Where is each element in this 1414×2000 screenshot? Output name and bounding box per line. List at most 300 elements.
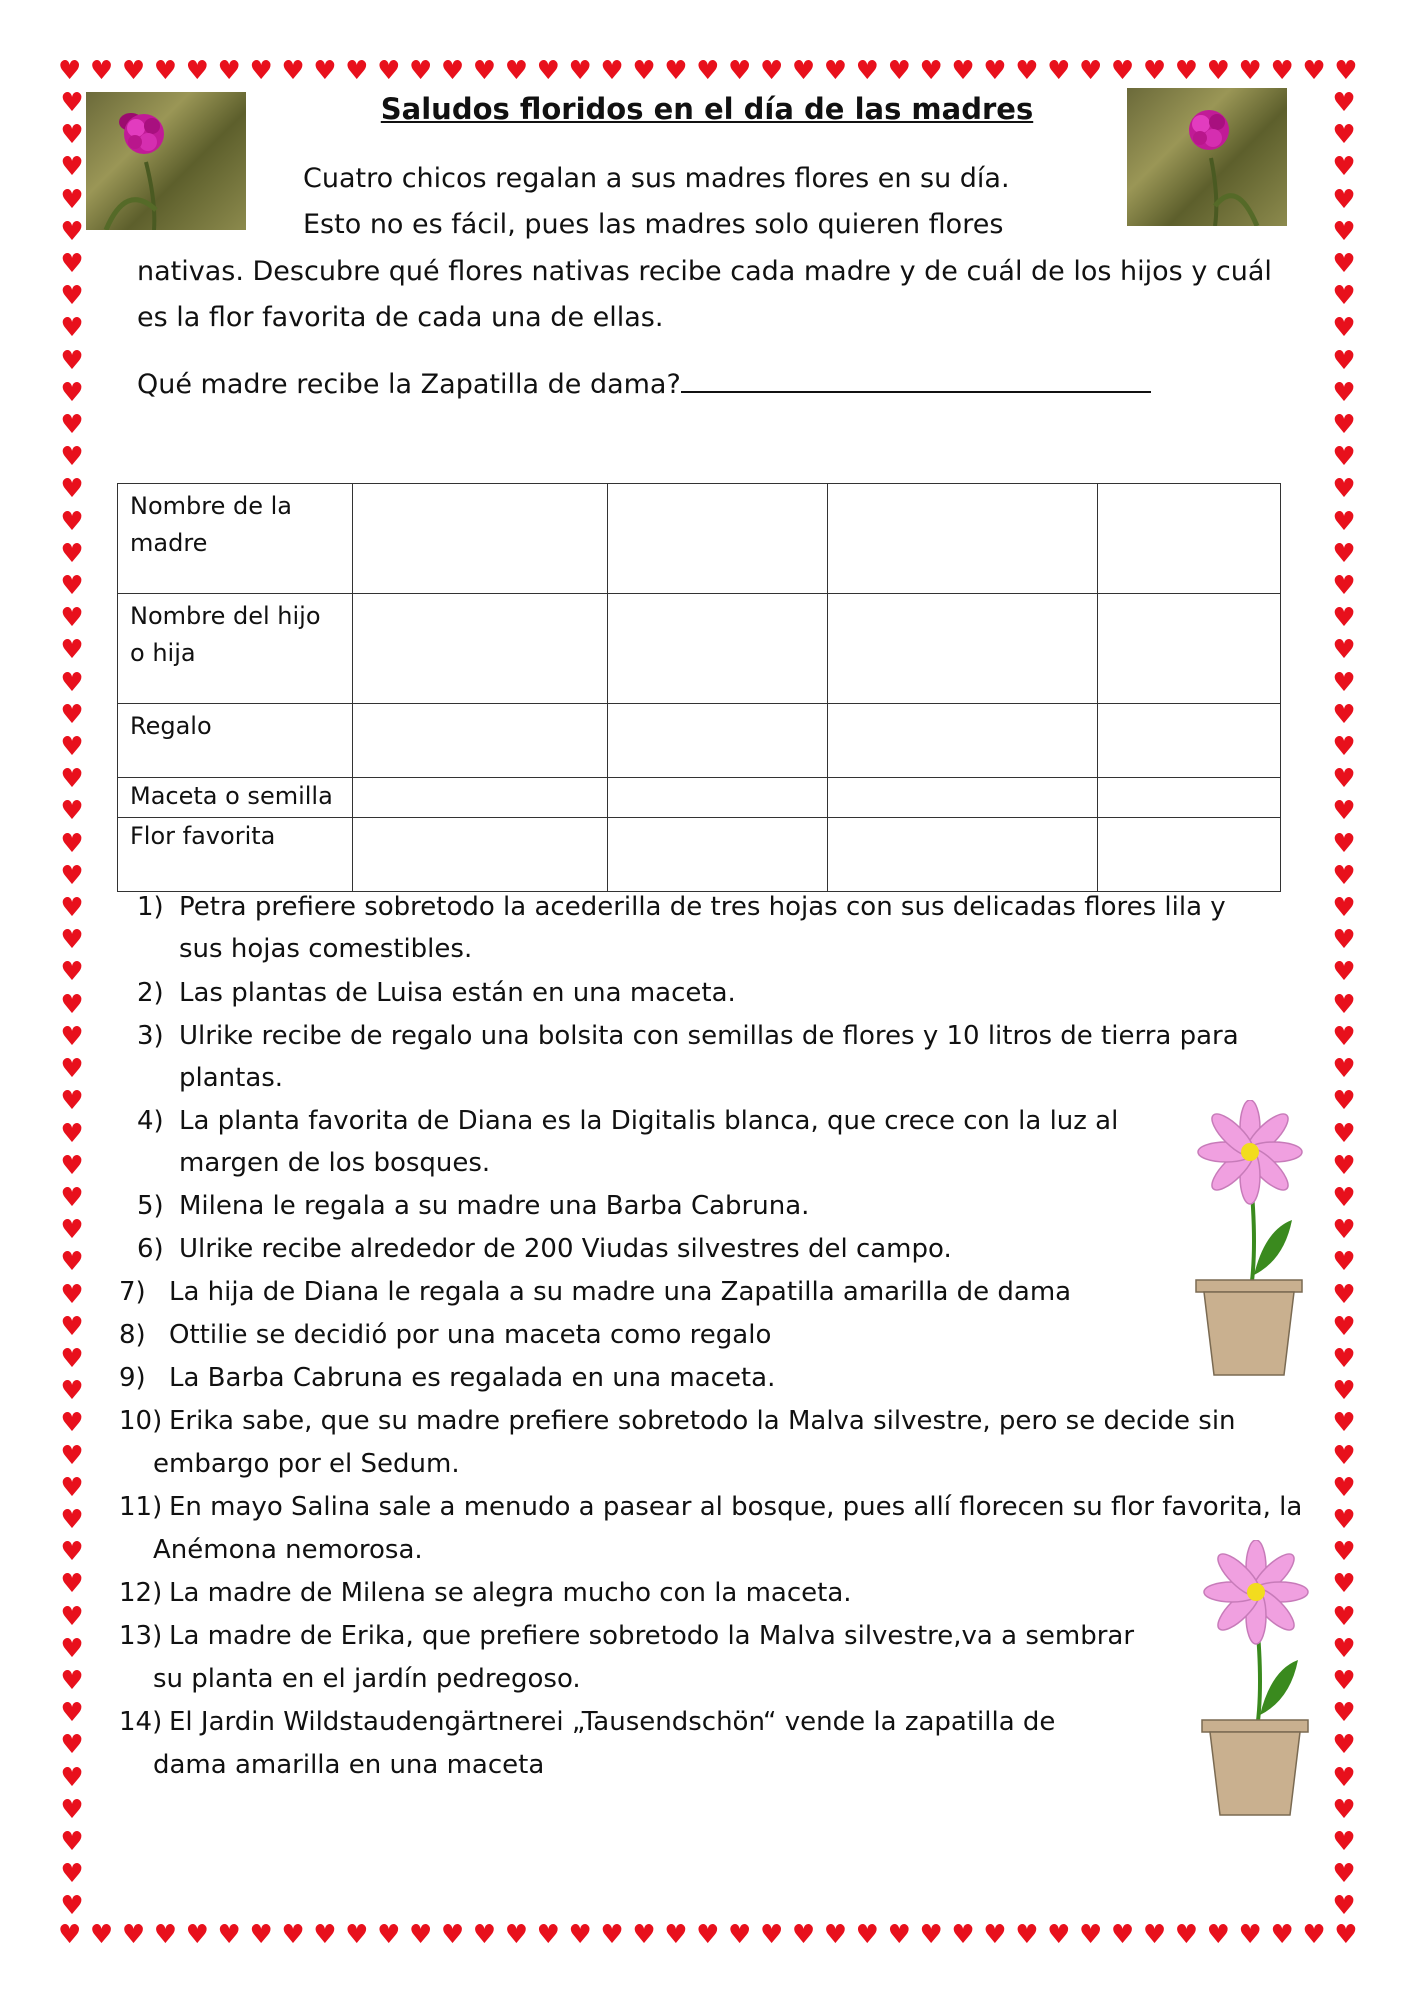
intro-line-1: Cuatro chicos regalan a sus madres flores en su día. bbox=[303, 163, 1010, 194]
heart-icon: ♥ bbox=[1206, 1920, 1230, 1950]
heart-icon: ♥ bbox=[313, 56, 337, 86]
list-item bbox=[119, 1277, 1071, 1307]
heart-icon: ♥ bbox=[1334, 56, 1358, 86]
heart-icon: ♥ bbox=[60, 377, 84, 408]
table-cell[interactable] bbox=[828, 594, 1098, 704]
heart-icon: ♥ bbox=[281, 56, 305, 86]
clue-number: 5) bbox=[137, 1191, 164, 1221]
heart-icon: ♥ bbox=[504, 1920, 528, 1950]
heart-icon: ♥ bbox=[1332, 1537, 1356, 1568]
heart-icon: ♥ bbox=[1332, 925, 1356, 956]
clue-text: Ottilie se decidió por una maceta como regalo bbox=[169, 1320, 772, 1350]
clue-text: Las plantas de Luisa están en una maceta. bbox=[179, 978, 736, 1008]
heart-icon: ♥ bbox=[1332, 506, 1356, 537]
heart-icon: ♥ bbox=[983, 1920, 1007, 1950]
heart-icon: ♥ bbox=[60, 1537, 84, 1568]
heart-icon: ♥ bbox=[60, 1408, 84, 1439]
list-item bbox=[137, 1191, 809, 1221]
heart-icon: ♥ bbox=[664, 56, 688, 86]
clue-text: La madre de Milena se alegra mucho con la maceta. bbox=[169, 1578, 852, 1608]
heart-icon: ♥ bbox=[855, 1920, 879, 1950]
heart-icon: ♥ bbox=[408, 1920, 433, 1950]
heart-icon: ♥ bbox=[60, 1086, 84, 1117]
heart-icon: ♥ bbox=[1332, 1698, 1356, 1729]
table-cell[interactable] bbox=[1098, 778, 1281, 818]
heart-icon: ♥ bbox=[1238, 1920, 1262, 1950]
heart-icon: ♥ bbox=[1047, 56, 1071, 86]
heart-icon: ♥ bbox=[60, 1311, 84, 1342]
heart-icon: ♥ bbox=[60, 893, 84, 924]
heart-icon: ♥ bbox=[60, 1826, 84, 1857]
heart-icon: ♥ bbox=[472, 1920, 497, 1950]
clue-text: Petra prefiere sobretodo la acederilla de tres hojas con sus delicadas flores lila y bbox=[179, 892, 1226, 922]
clue-number: 9) bbox=[119, 1363, 146, 1393]
heart-icon: ♥ bbox=[60, 1054, 84, 1085]
clue-text: Milena le regala a su madre una Barba Cabruna. bbox=[179, 1191, 810, 1221]
heart-icon: ♥ bbox=[60, 571, 84, 602]
heart-icon: ♥ bbox=[60, 410, 84, 441]
table-cell[interactable] bbox=[1098, 818, 1281, 892]
heart-icon: ♥ bbox=[1332, 1472, 1356, 1503]
heart-icon: ♥ bbox=[185, 1920, 209, 1950]
heart-icon: ♥ bbox=[60, 88, 84, 118]
clue-number: 13) bbox=[119, 1621, 163, 1651]
list-item bbox=[119, 1406, 1236, 1436]
table-row bbox=[118, 704, 1281, 778]
clue-number: 6) bbox=[137, 1234, 164, 1264]
flower-pot-icon bbox=[1186, 1540, 1326, 1820]
heart-icon: ♥ bbox=[1206, 56, 1230, 86]
flower-pot-icon bbox=[1180, 1100, 1320, 1380]
clue-text: margen de los bosques. bbox=[179, 1148, 491, 1178]
heart-icon: ♥ bbox=[60, 1279, 84, 1310]
heart-icon: ♥ bbox=[1079, 56, 1103, 86]
heart-icon: ♥ bbox=[60, 1215, 84, 1246]
heart-icon: ♥ bbox=[536, 1920, 560, 1950]
heart-icon: ♥ bbox=[1332, 281, 1356, 312]
heart-icon: ♥ bbox=[1332, 1440, 1356, 1471]
table-row bbox=[118, 818, 1281, 892]
heart-icon: ♥ bbox=[951, 1920, 975, 1950]
list-item bbox=[137, 1234, 952, 1264]
heart-icon: ♥ bbox=[1332, 1408, 1356, 1439]
heart-icon: ♥ bbox=[728, 56, 752, 86]
heart-icon: ♥ bbox=[60, 732, 84, 763]
table-cell[interactable] bbox=[1098, 484, 1281, 594]
heart-icon: ♥ bbox=[664, 1920, 688, 1950]
clue-number: 1) bbox=[137, 892, 164, 922]
heart-icon: ♥ bbox=[759, 1920, 784, 1950]
heart-icon: ♥ bbox=[1334, 1920, 1358, 1950]
heart-icon: ♥ bbox=[1332, 249, 1356, 280]
row-label: Regalo bbox=[118, 704, 353, 778]
heart-icon: ♥ bbox=[919, 1920, 943, 1950]
heart-icon: ♥ bbox=[60, 796, 84, 827]
heart-icon: ♥ bbox=[1270, 56, 1294, 86]
heart-icon: ♥ bbox=[1238, 56, 1262, 86]
heart-icon: ♥ bbox=[60, 1730, 84, 1761]
heart-icon: ♥ bbox=[60, 1247, 84, 1278]
heart-icon: ♥ bbox=[1332, 1376, 1356, 1407]
clue-text: La planta favorita de Diana es la Digitalis blanca, que crece con la luz al bbox=[179, 1106, 1119, 1136]
list-item bbox=[153, 1449, 460, 1479]
table-cell[interactable] bbox=[608, 704, 828, 778]
table-cell[interactable] bbox=[1098, 594, 1281, 704]
table-cell[interactable] bbox=[608, 594, 828, 704]
heart-icon: ♥ bbox=[60, 1633, 84, 1664]
table-cell[interactable] bbox=[353, 778, 608, 818]
list-item bbox=[137, 1021, 1239, 1051]
row-label-text: madre bbox=[130, 529, 208, 557]
heart-icon: ♥ bbox=[217, 56, 241, 86]
heart-icon: ♥ bbox=[1174, 56, 1199, 86]
heart-icon: ♥ bbox=[1332, 377, 1356, 408]
heart-icon: ♥ bbox=[60, 152, 84, 183]
heart-icon: ♥ bbox=[1332, 1665, 1356, 1696]
clue-number: 2) bbox=[137, 978, 164, 1008]
heart-icon: ♥ bbox=[408, 56, 433, 86]
list-item bbox=[137, 978, 736, 1008]
table-cell[interactable] bbox=[608, 818, 828, 892]
heart-icon: ♥ bbox=[1332, 474, 1356, 505]
heart-icon: ♥ bbox=[472, 56, 497, 86]
heart-icon: ♥ bbox=[60, 603, 84, 634]
heart-icon: ♥ bbox=[60, 925, 84, 956]
heart-icon: ♥ bbox=[60, 184, 84, 215]
clue-text: En mayo Salina sale a menudo a pasear al bosque, pues allí florecen su flor favorita, la bbox=[169, 1492, 1303, 1522]
heart-icon: ♥ bbox=[1332, 1279, 1356, 1310]
heart-icon: ♥ bbox=[153, 56, 178, 86]
clue-text: Erika sabe, que su madre prefiere sobretodo la Malva silvestre, pero se decide sin bbox=[169, 1406, 1236, 1436]
heart-icon: ♥ bbox=[60, 1794, 84, 1825]
heart-icon: ♥ bbox=[60, 1859, 84, 1890]
heart-icon: ♥ bbox=[1332, 1182, 1356, 1213]
heart-icon: ♥ bbox=[345, 56, 369, 86]
answer-line[interactable] bbox=[681, 365, 1151, 393]
list-item bbox=[179, 934, 472, 964]
heart-icon: ♥ bbox=[1142, 1920, 1167, 1950]
heart-icon: ♥ bbox=[1332, 1247, 1356, 1278]
heart-icon: ♥ bbox=[60, 957, 84, 988]
heart-icon: ♥ bbox=[1332, 1569, 1356, 1600]
heart-icon: ♥ bbox=[1332, 1150, 1356, 1181]
table-row bbox=[118, 484, 1281, 594]
heart-icon: ♥ bbox=[1332, 1826, 1356, 1857]
list-item bbox=[137, 1106, 1118, 1136]
heart-icon: ♥ bbox=[791, 56, 816, 86]
heart-icon: ♥ bbox=[1332, 635, 1356, 666]
heart-icon: ♥ bbox=[1302, 1920, 1326, 1950]
heart-icon: ♥ bbox=[1174, 1920, 1199, 1950]
list-item bbox=[179, 1063, 283, 1093]
list-item bbox=[119, 1363, 775, 1393]
heart-icon: ♥ bbox=[1332, 152, 1356, 183]
heart-icon: ♥ bbox=[1332, 538, 1356, 569]
heart-icon: ♥ bbox=[60, 1343, 84, 1374]
clue-number: 11) bbox=[119, 1492, 163, 1522]
heart-icon: ♥ bbox=[1142, 56, 1167, 86]
heart-icon: ♥ bbox=[1332, 442, 1356, 473]
heart-icon: ♥ bbox=[1047, 1920, 1071, 1950]
heart-icon: ♥ bbox=[1332, 1891, 1356, 1922]
table-cell[interactable] bbox=[353, 818, 608, 892]
heart-icon: ♥ bbox=[1332, 603, 1356, 634]
heart-icon: ♥ bbox=[1015, 1920, 1039, 1950]
heart-icon: ♥ bbox=[89, 56, 114, 86]
clue-text: Ulrike recibe alrededor de 200 Viudas silvestres del campo. bbox=[179, 1234, 952, 1264]
heart-icon: ♥ bbox=[1332, 1086, 1356, 1117]
heart-icon: ♥ bbox=[60, 474, 84, 505]
heart-icon: ♥ bbox=[60, 1472, 84, 1503]
row-label-text: o hija bbox=[130, 639, 196, 667]
heart-icon: ♥ bbox=[1332, 345, 1356, 376]
page-title: Saludos floridos en el día de las madres bbox=[380, 92, 1034, 126]
heart-icon: ♥ bbox=[1332, 860, 1356, 891]
heart-icon: ♥ bbox=[1332, 216, 1356, 247]
question bbox=[137, 365, 1151, 400]
heart-icon: ♥ bbox=[1332, 796, 1356, 827]
list-item bbox=[119, 1578, 852, 1608]
heart-icon: ♥ bbox=[60, 989, 84, 1020]
list-item bbox=[153, 1750, 544, 1780]
heart-icon: ♥ bbox=[1332, 893, 1356, 924]
heart-icon: ♥ bbox=[60, 1182, 84, 1213]
list-item bbox=[119, 1492, 1302, 1522]
heart-icon: ♥ bbox=[1332, 732, 1356, 763]
heart-icon: ♥ bbox=[313, 1920, 337, 1950]
list-item bbox=[119, 1320, 771, 1350]
heart-icon: ♥ bbox=[60, 538, 84, 569]
list-item bbox=[179, 1148, 490, 1178]
heart-icon: ♥ bbox=[440, 1920, 465, 1950]
heart-icon: ♥ bbox=[759, 56, 784, 86]
heart-icon: ♥ bbox=[217, 1920, 241, 1950]
clue-text: La hija de Diana le regala a su madre una Zapatilla amarilla de dama bbox=[169, 1277, 1072, 1307]
heart-icon: ♥ bbox=[887, 56, 911, 86]
heart-border-left bbox=[58, 90, 86, 1920]
table-cell[interactable] bbox=[828, 818, 1098, 892]
heart-icon: ♥ bbox=[440, 56, 465, 86]
heart-icon: ♥ bbox=[1332, 1859, 1356, 1890]
heart-icon: ♥ bbox=[983, 56, 1007, 86]
heart-icon: ♥ bbox=[951, 56, 975, 86]
heart-icon: ♥ bbox=[60, 1118, 84, 1149]
heart-icon: ♥ bbox=[60, 313, 84, 344]
heart-icon: ♥ bbox=[1110, 56, 1135, 86]
heart-icon: ♥ bbox=[1332, 764, 1356, 795]
clue-text: Anémona nemorosa. bbox=[153, 1535, 423, 1565]
clue-number: 3) bbox=[137, 1021, 164, 1051]
heart-icon: ♥ bbox=[60, 667, 84, 698]
table-cell[interactable] bbox=[1098, 704, 1281, 778]
table-cell[interactable] bbox=[608, 484, 828, 594]
heart-icon: ♥ bbox=[89, 1920, 114, 1950]
clue-number: 10) bbox=[119, 1406, 163, 1436]
list-item bbox=[153, 1535, 423, 1565]
heart-icon: ♥ bbox=[823, 1920, 848, 1950]
heart-icon: ♥ bbox=[60, 1601, 84, 1632]
heart-icon: ♥ bbox=[1332, 957, 1356, 988]
heart-icon: ♥ bbox=[60, 442, 84, 473]
heart-icon: ♥ bbox=[1332, 313, 1356, 344]
intro-line-2: Esto no es fácil, pues las madres solo quieren flores bbox=[303, 209, 1004, 240]
table-cell[interactable] bbox=[828, 484, 1098, 594]
heart-icon: ♥ bbox=[60, 1021, 84, 1052]
clue-number: 14) bbox=[119, 1707, 163, 1737]
heart-icon: ♥ bbox=[345, 1920, 369, 1950]
heart-icon: ♥ bbox=[919, 56, 943, 86]
heart-icon: ♥ bbox=[60, 120, 84, 151]
list-item bbox=[119, 1707, 1055, 1737]
heart-icon: ♥ bbox=[1332, 1215, 1356, 1246]
heart-icon: ♥ bbox=[632, 1920, 656, 1950]
list-item bbox=[137, 892, 1226, 922]
heart-icon: ♥ bbox=[696, 56, 720, 86]
table-cell[interactable] bbox=[353, 484, 608, 594]
heart-icon: ♥ bbox=[1332, 1021, 1356, 1052]
heart-icon: ♥ bbox=[60, 1504, 84, 1535]
row-label bbox=[118, 594, 353, 704]
heart-icon: ♥ bbox=[1332, 699, 1356, 730]
clue-text: dama amarilla en una maceta bbox=[153, 1750, 545, 1780]
clue-number: 8) bbox=[119, 1320, 146, 1350]
heart-icon: ♥ bbox=[1332, 1118, 1356, 1149]
heart-icon: ♥ bbox=[58, 56, 82, 86]
heart-icon: ♥ bbox=[1332, 1504, 1356, 1535]
heart-icon: ♥ bbox=[1332, 571, 1356, 602]
clue-text: plantas. bbox=[179, 1063, 284, 1093]
heart-icon: ♥ bbox=[1332, 1601, 1356, 1632]
heart-icon: ♥ bbox=[1332, 1794, 1356, 1825]
heart-border-top bbox=[58, 58, 1358, 84]
heart-icon: ♥ bbox=[60, 1376, 84, 1407]
intro-line-4: es la flor favorita de cada una de ellas. bbox=[137, 302, 664, 333]
heart-icon: ♥ bbox=[855, 56, 879, 86]
clue-text: La madre de Erika, que prefiere sobretodo la Malva silvestre,va a sembrar bbox=[169, 1621, 1135, 1651]
clue-text: su planta en el jardín pedregoso. bbox=[153, 1664, 581, 1694]
heart-icon: ♥ bbox=[60, 764, 84, 795]
heart-icon: ♥ bbox=[600, 56, 624, 86]
clue-text: sus hojas comestibles. bbox=[179, 934, 473, 964]
heart-icon: ♥ bbox=[60, 1440, 84, 1471]
clue-number: 7) bbox=[119, 1277, 146, 1307]
list-item bbox=[153, 1664, 581, 1694]
clue-number: 4) bbox=[137, 1106, 164, 1136]
heart-icon: ♥ bbox=[1110, 1920, 1135, 1950]
table-cell[interactable] bbox=[828, 704, 1098, 778]
heart-border-bottom bbox=[58, 1922, 1358, 1948]
heart-icon: ♥ bbox=[60, 1150, 84, 1181]
heart-icon: ♥ bbox=[60, 635, 84, 666]
heart-icon: ♥ bbox=[281, 1920, 305, 1950]
heart-icon: ♥ bbox=[1332, 667, 1356, 698]
heart-icon: ♥ bbox=[504, 56, 528, 86]
heart-icon: ♥ bbox=[1270, 1920, 1294, 1950]
row-label bbox=[118, 484, 353, 594]
heart-icon: ♥ bbox=[60, 828, 84, 859]
clue-text: El Jardin Wildstaudengärtnerei „Tausendschön“ vende la zapatilla de bbox=[169, 1707, 1056, 1737]
heart-icon: ♥ bbox=[1332, 184, 1356, 215]
heart-icon: ♥ bbox=[568, 1920, 592, 1950]
clue-text: La Barba Cabruna es regalada en una maceta. bbox=[169, 1363, 776, 1393]
heart-icon: ♥ bbox=[536, 56, 560, 86]
logic-grid-table bbox=[117, 483, 1281, 892]
table-cell[interactable] bbox=[353, 594, 608, 704]
heart-icon: ♥ bbox=[1015, 56, 1039, 86]
heart-icon: ♥ bbox=[60, 345, 84, 376]
heart-icon: ♥ bbox=[60, 216, 84, 247]
heart-icon: ♥ bbox=[823, 56, 848, 86]
heart-icon: ♥ bbox=[153, 1920, 178, 1950]
heart-icon: ♥ bbox=[60, 699, 84, 730]
heart-icon: ♥ bbox=[1332, 1730, 1356, 1761]
heart-border-right bbox=[1330, 90, 1358, 1920]
clue-text: Ulrike recibe de regalo una bolsita con semillas de flores y 10 litros de tierra para bbox=[179, 1021, 1239, 1051]
heart-icon: ♥ bbox=[377, 1920, 401, 1950]
heart-icon: ♥ bbox=[1332, 1054, 1356, 1085]
heart-icon: ♥ bbox=[887, 1920, 911, 1950]
table-cell[interactable] bbox=[608, 778, 828, 818]
clue-text: embargo por el Sedum. bbox=[153, 1449, 460, 1479]
heart-icon: ♥ bbox=[60, 1569, 84, 1600]
heart-icon: ♥ bbox=[1079, 1920, 1103, 1950]
heart-icon: ♥ bbox=[377, 56, 401, 86]
heart-icon: ♥ bbox=[1332, 410, 1356, 441]
heart-icon: ♥ bbox=[728, 1920, 752, 1950]
heart-icon: ♥ bbox=[60, 1762, 84, 1793]
table-cell[interactable] bbox=[828, 778, 1098, 818]
heart-icon: ♥ bbox=[696, 1920, 720, 1950]
heart-icon: ♥ bbox=[568, 56, 592, 86]
heart-icon: ♥ bbox=[121, 1920, 146, 1950]
heart-icon: ♥ bbox=[249, 1920, 273, 1950]
list-item bbox=[119, 1621, 1134, 1651]
heart-icon: ♥ bbox=[1332, 828, 1356, 859]
heart-icon: ♥ bbox=[632, 56, 656, 86]
heart-icon: ♥ bbox=[60, 1665, 84, 1696]
row-label-text: Nombre de la bbox=[130, 492, 292, 520]
question-text: Qué madre recibe la Zapatilla de dama? bbox=[137, 369, 681, 400]
heart-icon: ♥ bbox=[1332, 1762, 1356, 1793]
heart-icon: ♥ bbox=[1302, 56, 1326, 86]
heart-icon: ♥ bbox=[1332, 1311, 1356, 1342]
heart-icon: ♥ bbox=[1332, 989, 1356, 1020]
heart-icon: ♥ bbox=[791, 1920, 816, 1950]
table-row bbox=[118, 594, 1281, 704]
heart-icon: ♥ bbox=[600, 1920, 624, 1950]
table-cell[interactable] bbox=[353, 704, 608, 778]
heart-icon: ♥ bbox=[58, 1920, 82, 1950]
heart-icon: ♥ bbox=[249, 56, 273, 86]
heart-icon: ♥ bbox=[1332, 1633, 1356, 1664]
heart-icon: ♥ bbox=[60, 1891, 84, 1922]
heart-icon: ♥ bbox=[60, 860, 84, 891]
table-row bbox=[118, 778, 1281, 818]
heart-icon: ♥ bbox=[1332, 88, 1356, 118]
row-label: Maceta o semilla bbox=[118, 778, 353, 818]
heart-icon: ♥ bbox=[60, 506, 84, 537]
heart-icon: ♥ bbox=[60, 249, 84, 280]
intro-line-3: nativas. Descubre qué flores nativas recibe cada madre y de cuál de los hijos y cuál bbox=[137, 256, 1272, 287]
clue-number: 12) bbox=[119, 1578, 163, 1608]
row-label: Flor favorita bbox=[118, 818, 353, 892]
heart-icon: ♥ bbox=[60, 281, 84, 312]
heart-icon: ♥ bbox=[121, 56, 146, 86]
heart-icon: ♥ bbox=[1332, 1343, 1356, 1374]
heart-icon: ♥ bbox=[1332, 120, 1356, 151]
heart-icon: ♥ bbox=[60, 1698, 84, 1729]
row-label-text: Nombre del hijo bbox=[130, 602, 321, 630]
